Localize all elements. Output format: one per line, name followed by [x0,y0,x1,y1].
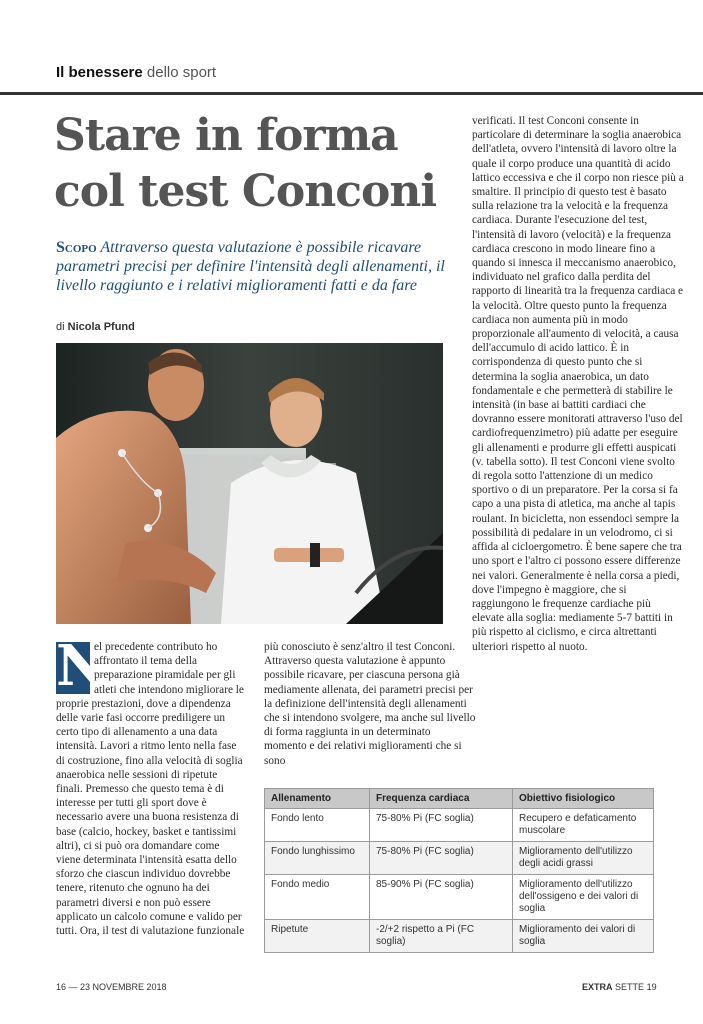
section-header [56,64,216,81]
article-photo [56,343,443,624]
footer-brand [582,982,657,992]
intro-label: Scopo [56,239,97,256]
table-header-cell: Allenamento [265,789,370,809]
table-cell: Fondo medio [265,875,370,920]
table-header-cell: Obiettivo fisiologico [513,789,654,809]
table-cell: Miglioramento dell'utilizzo dell'ossigeno e dei valori di soglia [513,875,654,920]
table-header-row [265,789,654,809]
table-row [265,875,654,920]
athlete-test-photo-icon [56,343,443,624]
section-header-bold: Il benessere [56,64,143,81]
byline-author: Nicola Pfund [67,321,135,333]
page-number: 19 [646,982,657,992]
footer-brand-bold: EXTRA [582,982,613,992]
dropcap: N [56,633,108,699]
column-left-text: el precedente contributo ho affrontato il tema della preparazione piramidale per gli atleti che intendono migliorare le proprie prestazioni, dove a dipendenza delle varie fasi occorre prediligere un certo tipo di allenamento a una data intensità. Lavori a ritmo lento nella fase di costruzione, fino alla velocità di soglia anaerobica nelle sessioni di ripetute finali. Premesso che questo tema è di interesse per tutti gli sport dove è necessario avere una buona resistenza di base (calcio, hockey, basket e tantissimi altri), ci si può ora domandare come viene determinata l'intensità esatta dello sforzo che ciascun individuo dovrebbe tenere, ritenuto che ognuno ha dei parametri diversi e non può essere applicato un calcolo comune e valido per tutti. Ora, il test di valutazione funzionale [56,641,245,938]
table-cell: 75-80% Pi (FC soglia) [370,842,513,875]
table-cell: Ripetute [265,920,370,953]
table-cell: Miglioramento dell'utilizzo degli acidi grassi [513,842,654,875]
table-cell: Recupero e defaticamento muscolare [513,809,654,842]
section-header-light: dello sport [146,64,217,81]
table-cell: Fondo lento [265,809,370,842]
title-line-2: col test Conconi [54,166,437,217]
byline-prefix: di [56,321,65,333]
table-cell: -2/+2 rispetto a Pi (FC soglia) [370,920,513,953]
table-cell: Miglioramento dei valori di soglia [513,920,654,953]
article-column-left [56,633,246,938]
intro-text: Attraverso questa valutazione è possibile ricavare parametri precisi per definire l'intensità degli allenamenti, il livello raggiunto e i relativi miglioramenti fatti e da fare [56,239,445,294]
article-column-right: verificati. Il test Conconi consente in particolare di determinare la soglia anaerobica dell'atleta, ovvero l'intensità di lavoro oltre la quale il corpo produce una quantità di acido lattico eccessiva e che il corpo non riesce più a smaltire. Il principio di questo test è basato sulla relazione tra la velocità e la frequenza cardiaca. Durante l'esecuzione del test, l'intensità di lavoro (velocità) e la frequenza cardiaca crescono in modo lineare fino a quando si innesca il meccanismo anaerobico, individuato nel grafico dalla perdita del rapporto di linearità tra la frequenza cardiaca e la velocità. Oltre questo punto la frequenza cardiaca non aumenta più in modo proporzionale all'aumento di velocità, a causa dell'accumulo di acido lattico. È in corrispondenza di questo punto che si determina la soglia anaerobica, un dato fondamentale e che permetterà di stabilire le intensità (in base ai battiti cardiaci che dovranno essere monitorati attraverso l'uso del cardiofrequenzimetro) più adatte per eseguire gli allenamenti e produrre gli effetti auspicati (v. tabella sotto). Il test Conconi viene svolto di regola sotto l'attenzione di un medico sportivo o di un preparatore. Per la corsa si fa capo a una pista di atletica, ma anche al tapis roulant. In bicicletta, non essendoci sempre la possibilità di pedalare in un velodromo, ci si affida al cicloergometro. È bene sapere che tra uno sport e l'altro ci possono essere differenze nei valori. Generalmente è nella corsa a piedi, dove l'impegno è maggiore, che si raggiungono le frequenze cardiache più elevate alla soglia: mediamente 5-7 battiti in più rispetto al ciclismo, e circa altrettanti ulteriori rispetto al nuoto. [472,115,684,653]
footer-brand-light: SETTE [615,982,645,992]
table-cell: 85-90% Pi (FC soglia) [370,875,513,920]
table-row [265,809,654,842]
article-intro [56,238,446,295]
header-rule [0,92,703,95]
footer-date: 16 — 23 NOVEMBRE 2018 [56,982,167,992]
table-cell: 75-80% Pi (FC soglia) [370,809,513,842]
table-header-cell: Frequenza cardiaca [370,789,513,809]
article-title [54,108,454,220]
training-table [264,788,654,953]
title-line-1: Stare in forma [54,110,398,161]
table-cell: Fondo lunghissimo [265,842,370,875]
article-column-middle: più conosciuto è senz'altro il test Conconi. Attraverso questa valutazione è appunto possibile ricavare, per ciascuna persona già mediamente allenata, dei parametri precisi per la definizione dell'intensità degli allenamenti che si intendono svolgere, ma anche sul livello di forma raggiunta in un determinato momento e dei relativi miglioramenti che si sono [264,641,476,767]
byline [56,321,135,333]
table-row [265,842,654,875]
table-row [265,920,654,953]
